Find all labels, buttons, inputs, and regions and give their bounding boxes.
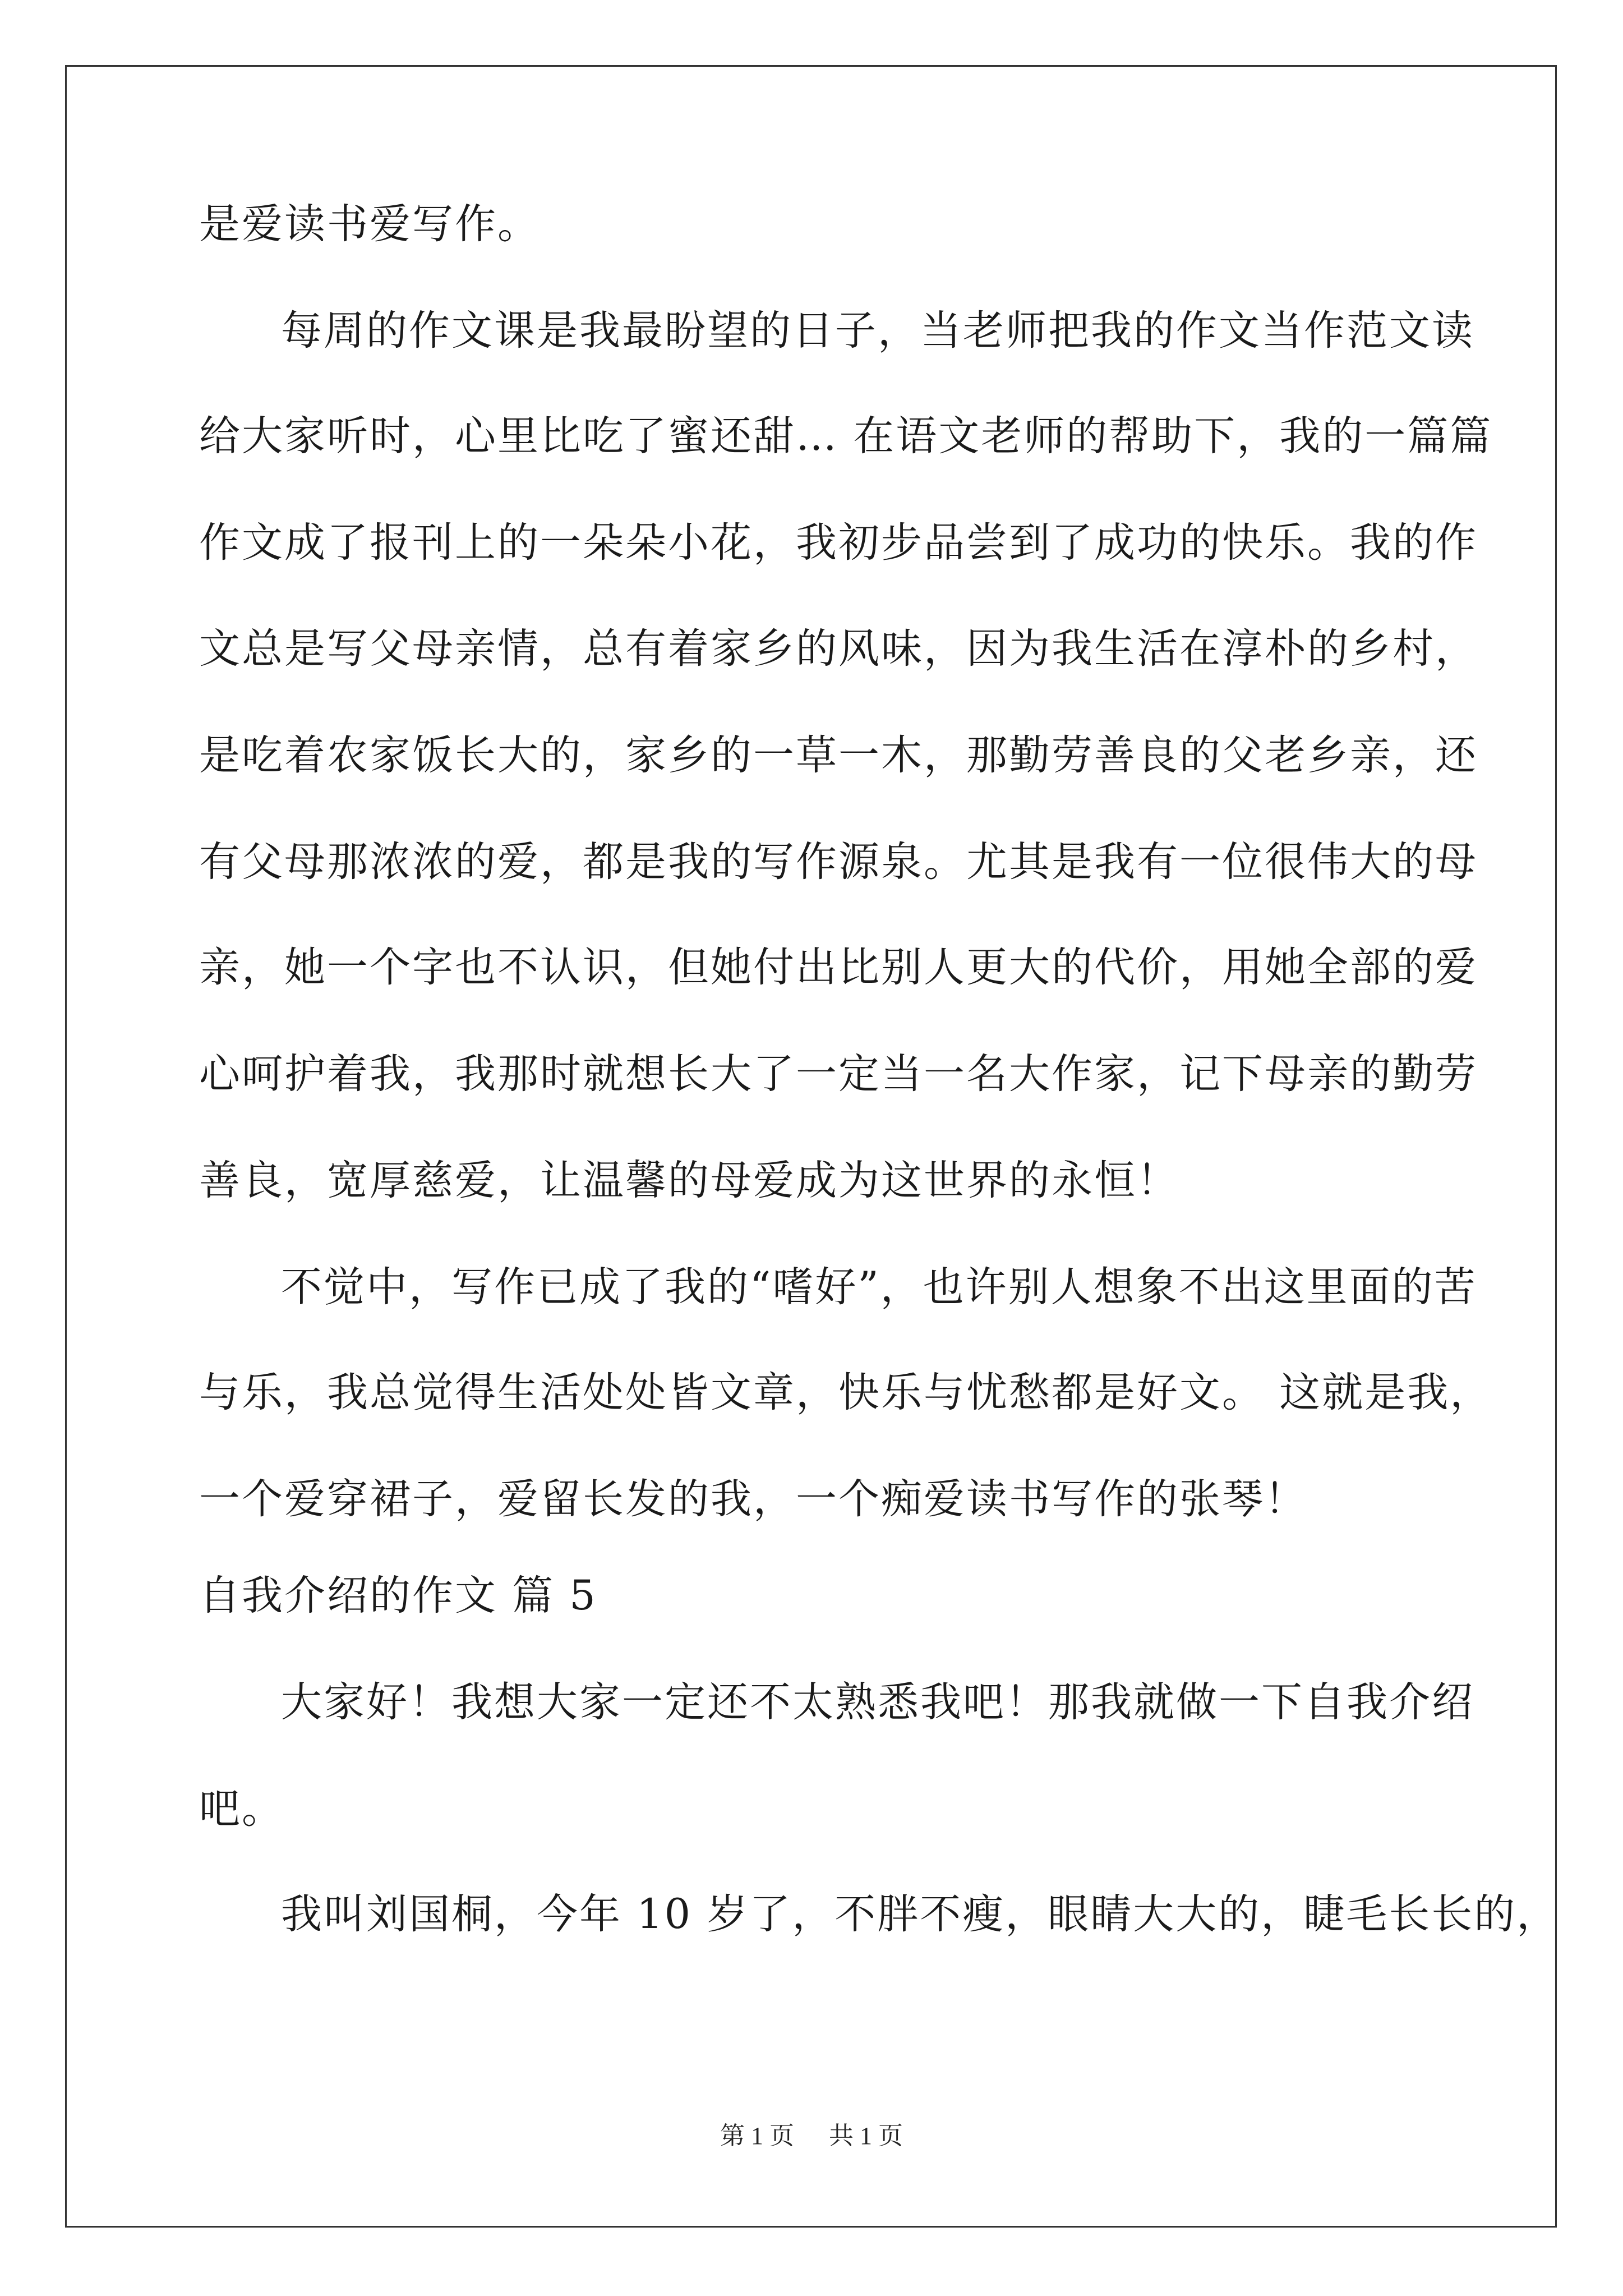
text-line: 吧。 — [199, 1785, 284, 1833]
page-total: 共 1 页 — [829, 2122, 903, 2150]
text-line: 与乐，我总觉得生活处处皆文章，快乐与忧愁都是好文。 这就是我， — [199, 1369, 1493, 1416]
text-line: 文总是写父母亲情，总有着家乡的风味，因为我生活在淳朴的乡村， — [199, 625, 1478, 673]
text-line: 是吃着农家饭长大的，家乡的一草一木，那勤劳善良的父老乡亲，还 — [199, 731, 1478, 779]
section-heading: 自我介绍的作文 篇 5 — [199, 1572, 597, 1619]
text-line: 亲，她一个字也不认识，但她付出比别人更大的代价，用她全部的爱 — [199, 944, 1478, 991]
paragraph-start-line: 每周的作文课是我最盼望的日子，当老师把我的作文当作范文读 — [281, 307, 1474, 355]
paragraph-start-line: 大家好！我想大家一定还不太熟悉我吧！那我就做一下自我介绍 — [281, 1678, 1474, 1726]
text-line: 是爱读书爱写作。 — [199, 200, 540, 248]
page-footer — [0, 2120, 1623, 2152]
text-line: 善良，宽厚慈爱，让温馨的母爱成为这世界的永恒！ — [199, 1157, 1179, 1204]
text-line: 给大家听时，心里比吃了蜜还甜… 在语文老师的帮助下，我的一篇篇 — [199, 412, 1493, 460]
page-number: 第 1 页 — [720, 2122, 794, 2150]
text-line: 心呵护着我，我那时就想长大了一定当一名大作家，记下母亲的勤劳 — [199, 1050, 1478, 1098]
paragraph-start-line: 我叫刘国桐，今年 10 岁了，不胖不瘦，眼睛大大的，睫毛长长的， — [281, 1890, 1560, 1938]
text-line: 一个爱穿裙子，爱留长发的我，一个痴爱读书写作的张琴！ — [199, 1475, 1307, 1523]
text-line: 作文成了报刊上的一朵朵小花，我初步品尝到了成功的快乐。我的作 — [199, 519, 1478, 567]
text-line: 有父母那浓浓的爱，都是我的写作源泉。尤其是我有一位很伟大的母 — [199, 838, 1478, 886]
paragraph-start-line: 不觉中，写作已成了我的“嗜好”，也许别人想象不出这里面的苦 — [281, 1263, 1477, 1311]
